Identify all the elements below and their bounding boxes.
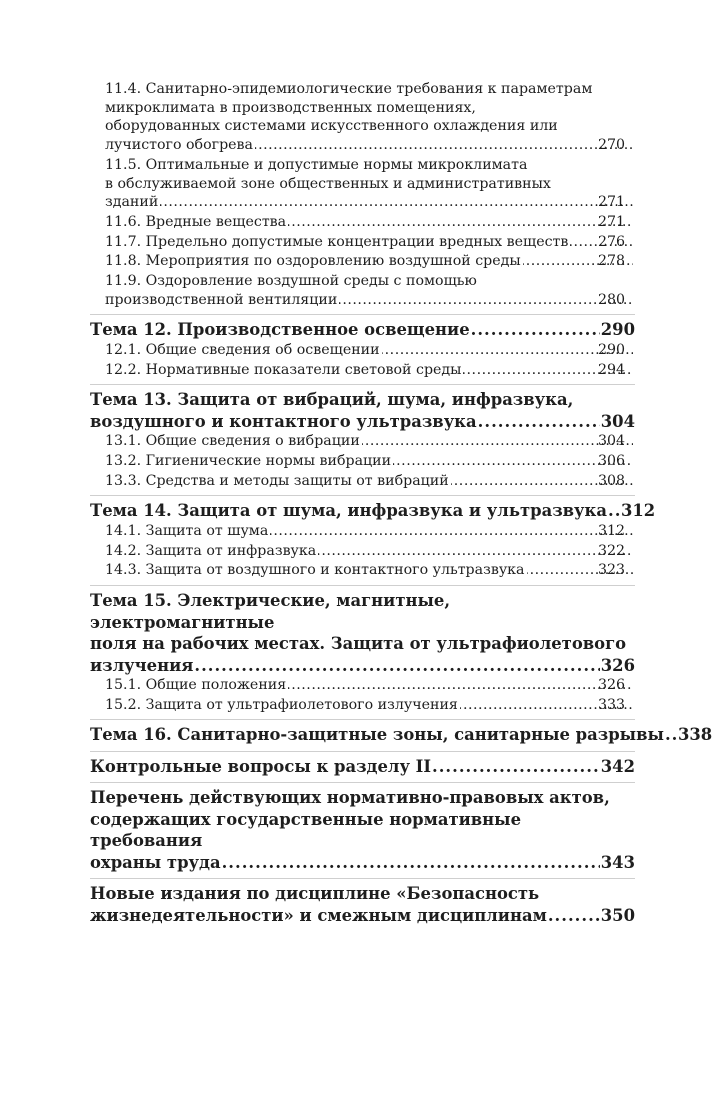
toc-entry-text: оборудованных системами искусственного охлаждения или [105, 118, 558, 135]
toc-topic-text: Тема 13. Защита от вибраций, шума, инфразвука, [90, 390, 574, 410]
dot-leader [288, 213, 633, 232]
toc-topic-15[interactable] [90, 590, 635, 676]
dot-leader [608, 500, 620, 522]
toc-entry-12-1[interactable]: 12.1. Общие сведения об освещении ..... 290 [90, 341, 635, 360]
toc-entry-15-1[interactable]: 15.1. Общие положения ..... 326 [90, 676, 635, 695]
toc-entry-text: 11.6. Вредные вещества [105, 213, 287, 230]
toc-topic-text: воздушного и контактного ультразвука [90, 411, 477, 431]
toc-entry-text: в обслуживаемой зоне общественных и административных [105, 175, 551, 192]
toc-entry-text: 11.8. Мероприятия по оздоровлению воздушной среды [105, 253, 521, 270]
toc-entry-12-2[interactable]: 12.2. Нормативные показатели световой среды ..... 294 [90, 361, 635, 380]
table-of-contents [90, 80, 713, 926]
page-number: 290 [600, 320, 635, 340]
dot-leader [339, 291, 633, 310]
toc-entry-text: 12.1. Общие сведения об освещении [105, 341, 380, 358]
toc-legal-acts[interactable] [90, 787, 635, 873]
toc-topic-text: Новые издания по дисциплине «Безопасность [90, 884, 540, 904]
dot-leader [393, 452, 633, 471]
separator [90, 751, 635, 752]
toc-entry-13-3[interactable]: 13.3. Средства и методы защиты от вибраций ..... 308 [90, 472, 635, 491]
dot-leader [255, 136, 633, 155]
toc-entry-text: лучистого обогрева [105, 137, 253, 154]
toc-entry-text: 11.4. Санитарно-эпидемиологические требования к параметрам [105, 81, 593, 97]
toc-topic-text: поля на рабочих местах. Защита от ультрафиолетового [90, 634, 627, 654]
toc-entry-11-8[interactable]: 11.8. Мероприятия по оздоровлению воздушной среды ..... 278 [90, 252, 635, 271]
toc-topic-text: Контрольные вопросы к разделу II [90, 756, 431, 776]
toc-entry-14-3[interactable]: 14.3. Защита от воздушного и контактного ультразвука ..... 323 [90, 561, 635, 580]
toc-entry-15-2[interactable]: 15.2. Защита от ультрафиолетового излучения ..... 333 [90, 696, 635, 715]
page-number: 342 [600, 756, 635, 776]
toc-entry-text: 14.2. Защита от инфразвука [105, 542, 317, 559]
dot-leader [194, 655, 599, 677]
dot-leader [665, 724, 677, 746]
separator [90, 384, 635, 385]
toc-topic-13[interactable] [90, 389, 635, 432]
toc-entry-11-4[interactable]: 11.4. Санитарно-эпидемиологические требования к параметрам микроклимата в производственных помещениях, оборудованных системами искусственного охлаждения или лучистого обогрева ..... 270 [90, 80, 635, 155]
page-number: 326 [600, 655, 635, 675]
dot-leader [288, 676, 633, 695]
dot-leader [270, 522, 633, 541]
toc-topic-text: Тема 12. Производственное освещение [90, 320, 470, 340]
dot-leader [222, 852, 600, 874]
dot-leader [160, 193, 633, 212]
toc-topic-text: охраны труда [90, 852, 221, 872]
toc-entry-text: производственной вентиляции [105, 291, 338, 308]
separator [90, 585, 635, 586]
separator [90, 495, 635, 496]
toc-topic-text: Тема 16. Санитарно-защитные зоны, санитарные разрывы [90, 725, 664, 745]
toc-entry-text: 13.3. Средства и методы защиты от вибраций [105, 472, 449, 489]
page-number: 350 [600, 905, 635, 925]
separator [90, 314, 635, 315]
dot-leader [432, 756, 600, 778]
dot-leader [318, 542, 633, 561]
toc-topic-text: Тема 15. Электрические, магнитные, электромагнитные [90, 591, 451, 632]
toc-entry-text: 12.2. Нормативные показатели световой среды [105, 361, 462, 378]
toc-entry-14-1[interactable]: 14.1. Защита от шума ..... 312 [90, 522, 635, 541]
dot-leader [478, 411, 600, 433]
toc-entry-13-2[interactable]: 13.2. Гигиенические нормы вибрации ..... 306 [90, 452, 635, 471]
toc-control-questions[interactable] [90, 756, 635, 778]
toc-entry-text: микроклимата в производственных помещениях, [105, 99, 476, 116]
toc-topic-14[interactable] [90, 500, 656, 522]
toc-entry-text: 14.1. Защита от шума [105, 522, 269, 539]
toc-entry-text: 13.2. Гигиенические нормы вибрации [105, 453, 392, 470]
toc-entry-text: 11.7. Предельно допустимые концентрации вредных веществ [105, 233, 569, 250]
toc-topic-text: Тема 14. Защита от шума, инфразвука и ультразвука [90, 501, 607, 521]
toc-topic-text: излучения [90, 655, 194, 675]
dot-leader [471, 319, 600, 341]
separator [90, 782, 635, 783]
separator [90, 878, 635, 879]
toc-entry-14-2[interactable]: 14.2. Защита от инфразвука ..... 322 [90, 542, 635, 561]
toc-entry-text: 11.9. Оздоровление воздушной среды с помощью [105, 273, 477, 290]
toc-entry-text: 13.1. Общие сведения о вибрации [105, 433, 360, 450]
toc-topic-16[interactable] [90, 724, 713, 746]
toc-entry-13-1[interactable]: 13.1. Общие сведения о вибрации ..... 304 [90, 432, 635, 451]
page-number: 338 [677, 725, 713, 745]
page-number: 304 [600, 411, 635, 431]
toc-entry-11-5[interactable]: 11.5. Оптимальные и допустимые нормы микроклимата в обслуживаемой зоне общественных и административных зданий ..... 271 [90, 156, 635, 212]
toc-entry-text: 15.1. Общие положения [105, 677, 287, 694]
separator [90, 719, 635, 720]
toc-entry-11-7[interactable]: 11.7. Предельно допустимые концентрации вредных веществ ..... 276 [90, 233, 635, 252]
toc-topic-text: жизнедеятельности» и смежным дисциплинам [90, 905, 547, 925]
toc-entry-text: 11.5. Оптимальные и допустимые нормы микроклимата [105, 156, 528, 173]
toc-entry-11-9[interactable]: 11.9. Оздоровление воздушной среды с помощью производственной вентиляции ..... 280 [90, 272, 635, 309]
page-number: 312 [621, 501, 656, 521]
toc-topic-text: Перечень действующих нормативно-правовых актов, [90, 788, 610, 808]
toc-new-editions[interactable] [90, 883, 635, 926]
toc-entry-text: 15.2. Защита от ультрафиолетового излучения [105, 696, 458, 713]
toc-entry-text: зданий [105, 194, 159, 211]
toc-entry-11-6[interactable]: 11.6. Вредные вещества ..... 271 [90, 213, 635, 232]
dot-leader [548, 905, 600, 927]
toc-entry-text: 14.3. Защита от воздушного и контактного ультразвука [105, 562, 525, 579]
dot-leader [382, 341, 633, 360]
page-number: 343 [600, 852, 635, 872]
toc-topic-text: содержащих государственные нормативные требования [90, 809, 522, 851]
toc-topic-12[interactable] [90, 319, 635, 341]
dot-leader [362, 432, 633, 451]
